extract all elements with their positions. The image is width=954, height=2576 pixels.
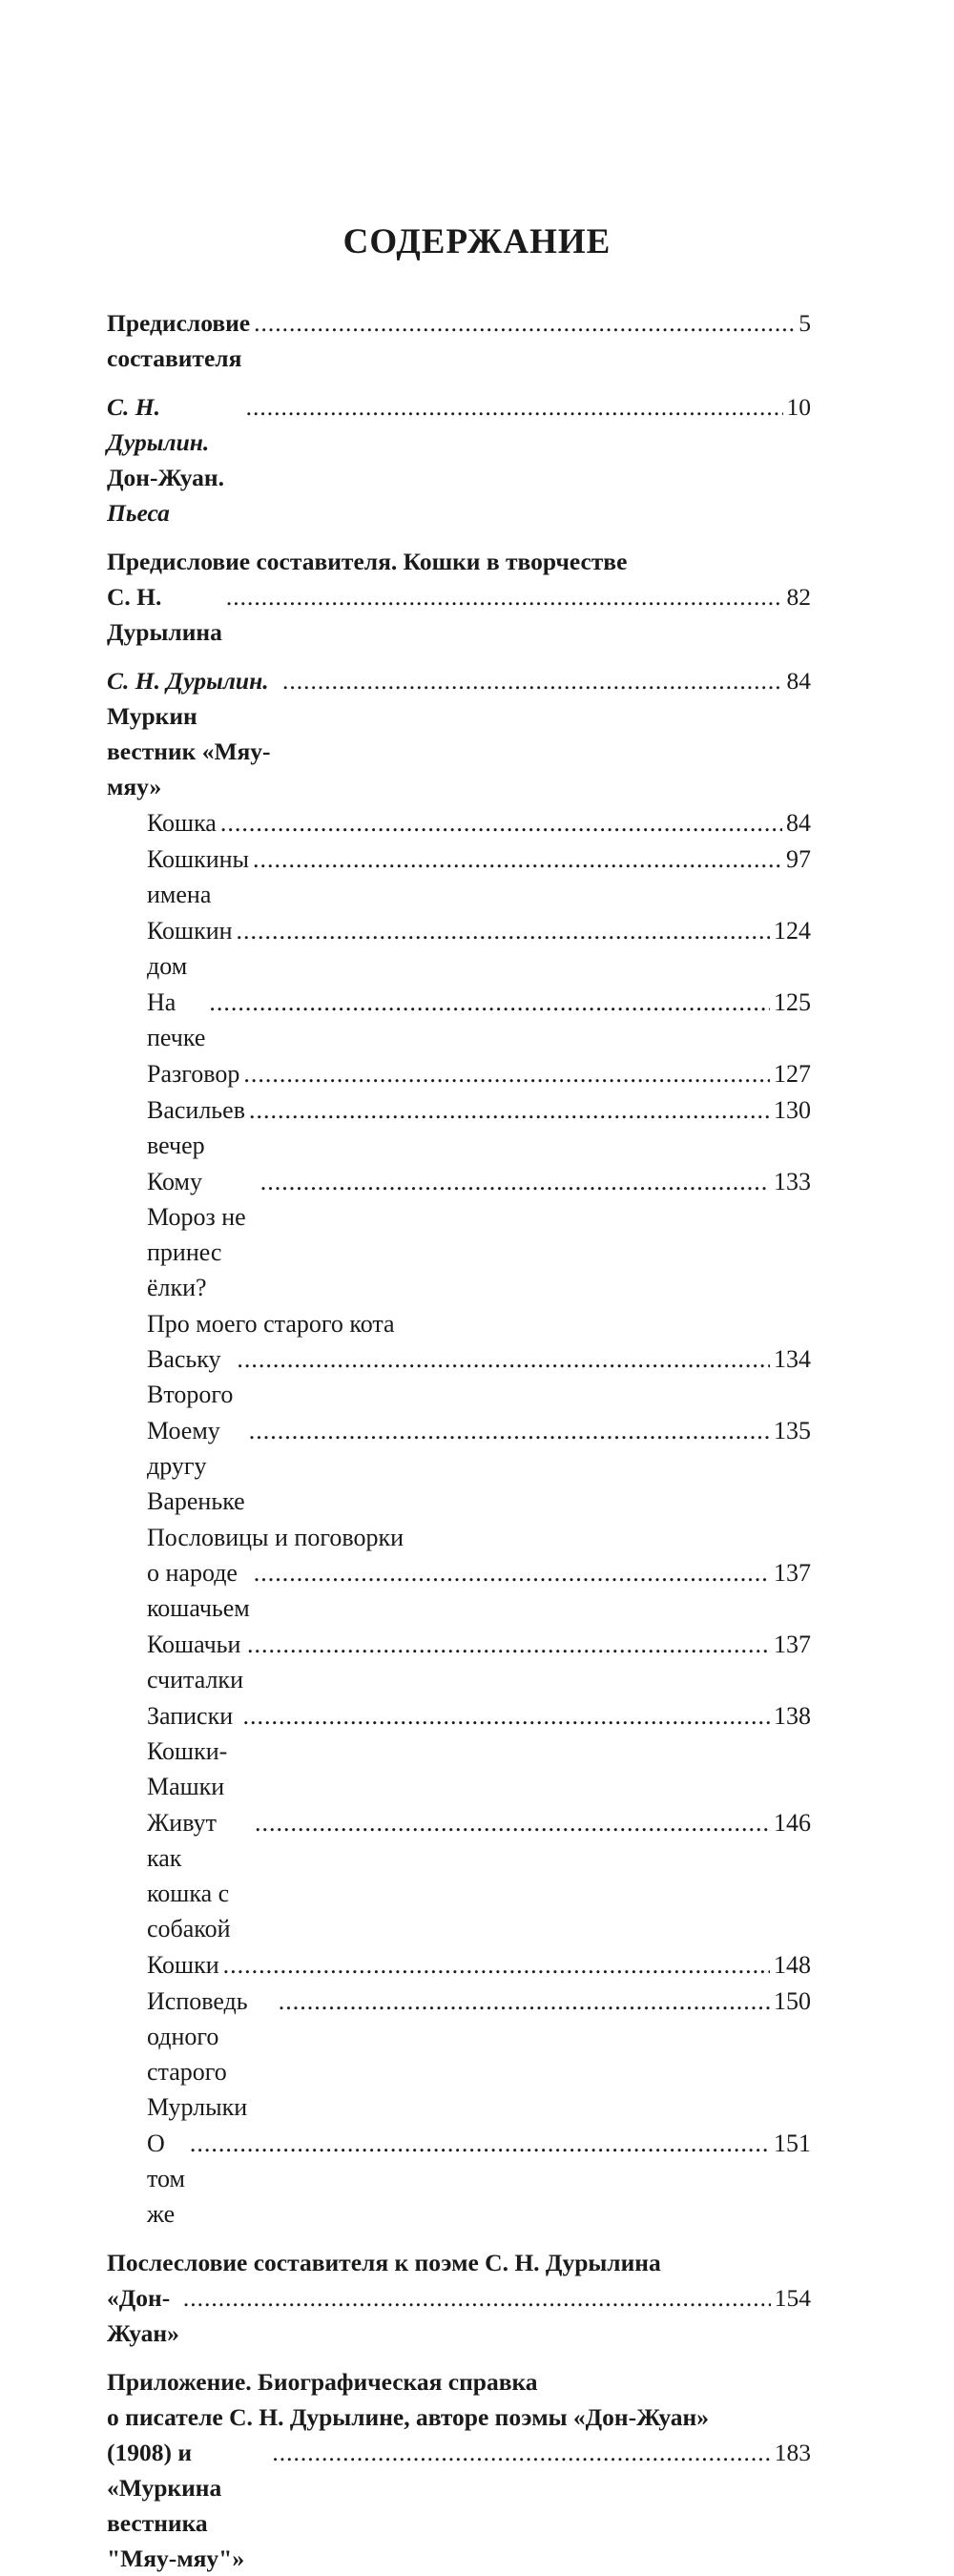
toc-subentry[interactable] — [147, 1805, 811, 1946]
page-title: СОДЕРЖАНИЕ — [342, 222, 612, 261]
toc-entry-preface[interactable] — [107, 305, 811, 376]
toc-page-number: 137 — [774, 1631, 811, 1658]
toc-subentry[interactable] — [147, 913, 811, 984]
toc-entry-title: Живут как кошка с собакой — [147, 1809, 231, 1942]
toc-page-number: 127 — [774, 1060, 811, 1088]
toc-subentry[interactable] — [147, 985, 811, 1055]
toc-page-number: 183 — [774, 2439, 811, 2466]
toc-page-number: 133 — [774, 1168, 811, 1195]
toc-entry-title-line: Про моего старого кота — [147, 1310, 395, 1338]
toc-entry-afterword[interactable] — [107, 2245, 811, 2351]
toc-entry-work: Муркин вестник «Мяу-мяу» — [107, 702, 271, 800]
toc-page-number: 84 — [786, 809, 811, 837]
toc-entry-title: Кошка — [147, 809, 217, 837]
dot-leader — [237, 913, 770, 948]
dot-leader — [272, 2435, 770, 2470]
dot-leader — [237, 1341, 770, 1377]
toc-entry-title: Васильев вечер — [147, 1096, 245, 1159]
toc-entry-title — [107, 663, 279, 804]
toc-entry-title: Моему другу Вареньке — [147, 1417, 245, 1515]
toc-page-number: 130 — [774, 1096, 811, 1124]
toc-entry-title: Кошкин дом — [147, 917, 233, 980]
toc-entry-title: Записки Кошки-Машки — [147, 1702, 234, 1800]
toc-entry-title-line: Приложение. Биографическая справка — [107, 2368, 538, 2396]
toc-entry-author: С. Н. Дурылин. — [107, 667, 269, 695]
toc-entry-title-line: о писателе С. Н. Дурылине, авторе поэмы «Дон-Жуан» — [107, 2403, 709, 2431]
toc-page-number: 10 — [786, 393, 811, 421]
toc-entry-title: О том же — [147, 2129, 185, 2228]
toc-entry-title-line: Предисловие составителя. Кошки в творчестве — [107, 548, 628, 575]
dot-leader — [246, 389, 783, 425]
toc-subentry[interactable] — [147, 1520, 811, 1626]
toc-subentry[interactable] — [147, 1413, 811, 1519]
dot-leader — [226, 579, 783, 614]
toc-entry-title: Кошки — [147, 1951, 219, 1979]
toc-page-number: 146 — [774, 1809, 811, 1837]
toc-subentry[interactable] — [147, 1092, 811, 1163]
table-of-contents — [107, 305, 811, 2576]
dot-leader — [220, 805, 782, 841]
toc-entry-title-line: (1908) и «Муркина вестника "Мяу-мяу"» — [107, 2439, 245, 2572]
dot-leader — [190, 2126, 770, 2161]
toc-page-number: 97 — [786, 845, 811, 873]
toc-subentry[interactable] — [147, 1627, 811, 1697]
toc-entry-preface-cats[interactable] — [107, 544, 811, 650]
toc-subentry[interactable] — [147, 1306, 811, 1412]
dot-leader — [279, 1984, 770, 2019]
toc-subentry[interactable] — [147, 1164, 811, 1305]
toc-entry-genre: Пьеса — [107, 499, 170, 527]
toc-entry-title-line: Пословицы и поговорки — [147, 1524, 404, 1551]
dot-leader — [249, 1413, 770, 1448]
toc-entry-title-line: С. Н. Дурылина — [107, 583, 222, 646]
toc-page-number: 150 — [774, 1987, 811, 2015]
dot-leader — [255, 1805, 770, 1840]
toc-entry-don-juan-play[interactable] — [107, 389, 811, 530]
toc-subentry[interactable] — [147, 805, 811, 841]
toc-page-number: 125 — [774, 988, 811, 1016]
dot-leader — [254, 305, 795, 341]
toc-page-number: 124 — [774, 917, 811, 945]
toc-subentry[interactable] — [147, 2126, 811, 2232]
toc-page-number: 135 — [774, 1417, 811, 1444]
dot-leader — [249, 1092, 770, 1128]
dot-leader — [243, 1056, 770, 1091]
toc-subentry[interactable] — [147, 1947, 811, 1983]
toc-page-number: 84 — [786, 667, 811, 695]
toc-entry-title: Разговор — [147, 1060, 240, 1088]
toc-page-number: 5 — [798, 309, 811, 337]
dot-leader — [183, 2280, 771, 2316]
toc-page-number: 154 — [774, 2284, 811, 2312]
dot-leader — [282, 663, 783, 698]
toc-page-number: 138 — [774, 1702, 811, 1730]
toc-page-number: 137 — [774, 1559, 811, 1587]
toc-entry-title: Кошкины имена — [147, 845, 249, 908]
dot-leader — [209, 985, 770, 1020]
toc-entry-title: Кому Мороз не принес ёлки? — [147, 1168, 246, 1301]
dot-leader — [223, 1947, 770, 1983]
toc-page-number: 82 — [786, 583, 811, 611]
dot-leader — [254, 1555, 770, 1590]
toc-entry-title: Предисловие составителя — [107, 309, 251, 372]
toc-entry-title-line: Ваську Второго — [147, 1345, 234, 1408]
toc-subentry[interactable] — [147, 1698, 811, 1804]
toc-entry-author: С. Н. Дурылин. — [107, 393, 210, 456]
toc-entry-title: Кошачьи считалки — [147, 1631, 243, 1693]
dot-leader — [260, 1164, 770, 1199]
toc-entry-title: На печке — [147, 988, 206, 1051]
toc-page-number: 148 — [774, 1951, 811, 1979]
toc-entry-appendix[interactable] — [107, 2364, 811, 2576]
dot-leader — [253, 841, 782, 877]
toc-entry-title-line: о народе кошачьем — [147, 1559, 250, 1622]
toc-entry-title: Исповедь одного старого Мурлыки — [147, 1987, 248, 2121]
toc-subentry[interactable] — [147, 1056, 811, 1091]
toc-entry-title-line: «Дон-Жуан» — [107, 2284, 179, 2347]
toc-entry-murkin-vestnik[interactable] — [107, 663, 811, 804]
toc-subentry[interactable] — [147, 841, 811, 912]
toc-entry-title — [107, 389, 242, 530]
toc-subentry[interactable] — [147, 1984, 811, 2125]
toc-page-number: 151 — [774, 2129, 811, 2157]
toc-entry-title-line: Послесловие составителя к поэме С. Н. Дурылина — [107, 2249, 661, 2276]
dot-leader — [247, 1627, 770, 1662]
toc-entry-work: Дон-Жуан. — [107, 464, 224, 491]
toc-page-number: 134 — [774, 1345, 811, 1373]
dot-leader — [243, 1698, 770, 1734]
